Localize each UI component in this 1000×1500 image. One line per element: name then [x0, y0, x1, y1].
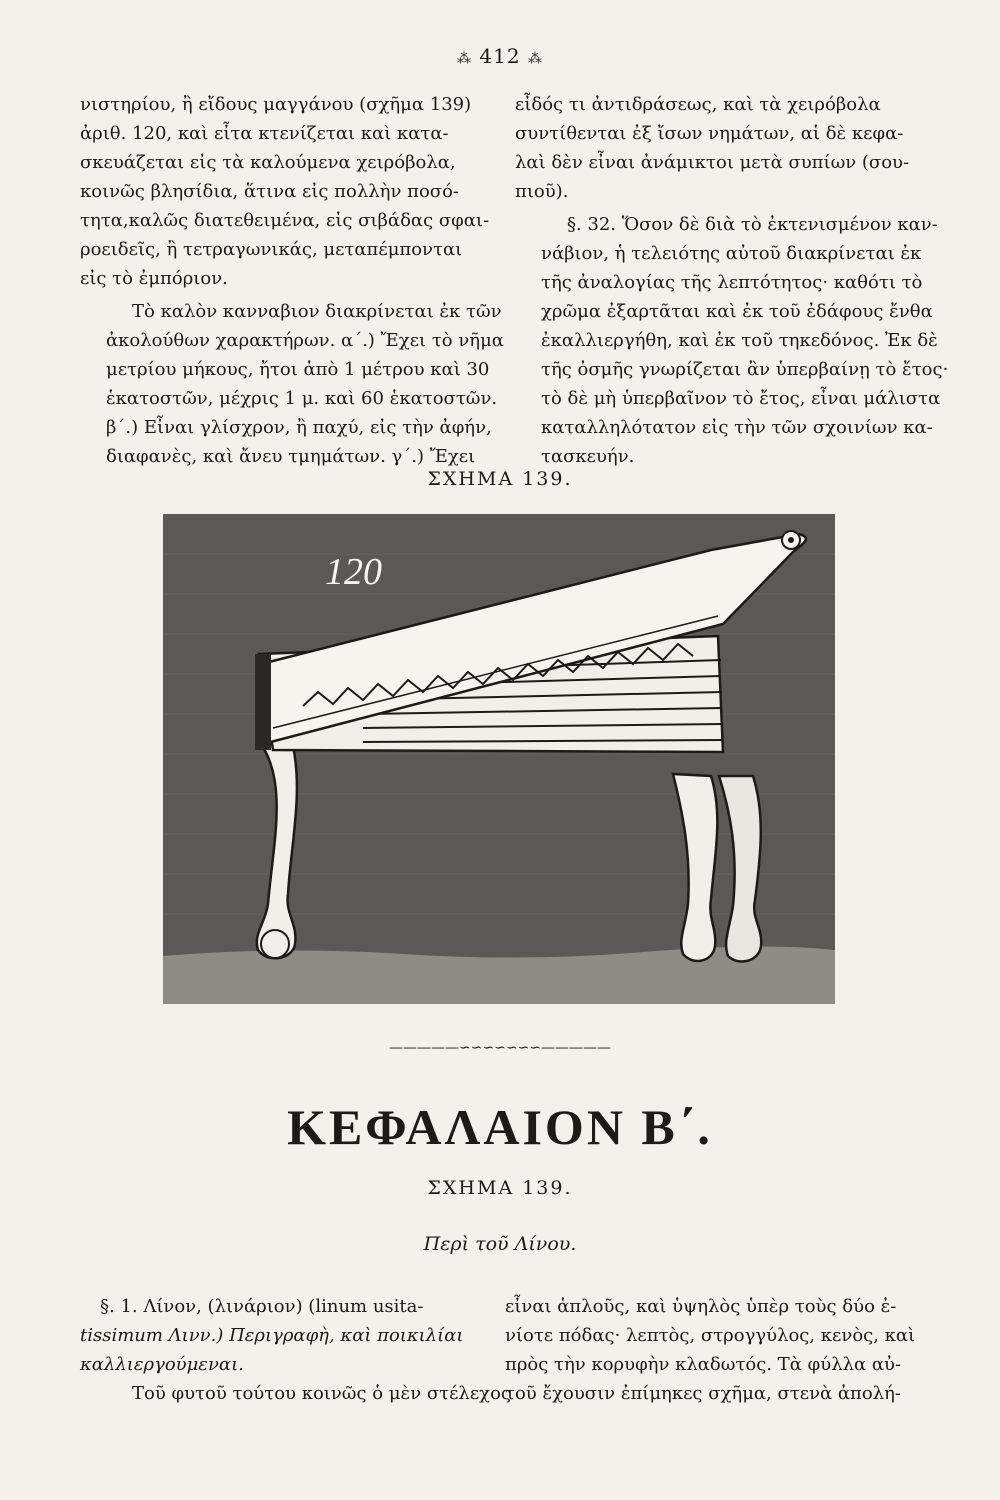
right-column-bottom	[505, 1292, 933, 1408]
handle-pin	[788, 537, 794, 543]
paragraph	[505, 1292, 933, 1408]
figure-caption-bottom: ΣΧΗΜΑ 139.	[427, 1177, 573, 1199]
paragraph	[80, 1379, 511, 1408]
ornament-left-icon: ⁂	[457, 51, 473, 67]
text-line: Τοῦ φυτοῦ τούτου κοινῶς ὁ μὲν στέλεχος	[132, 1383, 511, 1404]
text-line: ἀκολούθων χαρακτήρων. α΄.) Ἔχει τὸ νῆμα	[106, 330, 504, 351]
text-line: β΄.) Εἶναι γλίσχρον, ἢ παχύ, εἰς τὴν ἀφήν,	[106, 417, 492, 438]
page-number: 412	[479, 44, 521, 68]
brake-hinge	[255, 654, 271, 750]
left-column-bottom	[80, 1292, 511, 1408]
left-foot	[261, 930, 289, 958]
page-number-header	[0, 44, 1000, 68]
paragraph	[515, 210, 949, 471]
text-line: νιστηρίου, ἢ εἴδους μαγγάνου (σχῆμα 139)	[80, 94, 472, 115]
text-line: εἶναι ἁπλοῦς, καὶ ὑψηλὸς ὑπὲρ τοὺς δύο ἐ-	[505, 1296, 897, 1317]
text-line: τασκευήν.	[541, 446, 635, 467]
hemp-brake-illustration	[163, 514, 835, 1004]
text-line: τῆς ἀναλογίας τῆς λεπτότητος· καθότι τὸ	[541, 272, 923, 293]
text-line: εἰς τὸ ἐμπόριον.	[80, 268, 228, 289]
text-line: κοινῶς βλησίδια, ἅτινα εἰς πολλὴν ποσό-	[80, 181, 459, 202]
text-line: πρὸς τὴν κορυφὴν κλαδωτός. Τὰ φύλλα αὐ-	[505, 1354, 902, 1375]
text-line: τῆς ὀσμῆς γνωρίζεται ἂν ὑπερβαίνῃ τὸ ἔτος·	[541, 359, 949, 380]
figure-caption: ΣΧΗΜΑ 139.	[427, 468, 573, 490]
text-line: λαὶ δὲν εἶναι ἀνάμικτοι μετὰ συπίων (σου-	[515, 152, 910, 173]
right-column-top	[515, 90, 949, 471]
text-line: καλλιεργούμεναι.	[80, 1354, 244, 1375]
text-line: ἀριθ. 120, καὶ εἶτα κτενίζεται καὶ κατα-	[80, 123, 449, 144]
text-line: §. 32. Ὅσον δὲ διὰ τὸ ἐκτενισμένον καν-	[567, 214, 938, 235]
text-line: συντίθενται ἐξ ἴσων νημάτων, αἱ δὲ κεφα-	[515, 123, 904, 144]
text-line: ροειδεῖς, ἢ τετραγωνικάς, μεταπέμπονται	[80, 239, 463, 260]
text-line: χρῶμα ἐξαρτᾶται καὶ ἐκ τοῦ ἐδάφους ἔνθα	[541, 301, 933, 322]
text-line: νίοτε πόδας· λεπτὸς, στρογγύλος, κενὸς, καὶ	[505, 1325, 916, 1346]
paragraph	[515, 90, 933, 206]
figure-hemp-brake	[163, 514, 835, 1004]
text-line: Τὸ καλὸν κανναβιον διακρίνεται ἐκ τῶν	[132, 301, 502, 322]
paragraph	[80, 90, 490, 293]
text-line: ἑκατοστῶν, μέχρις 1 μ. καὶ 60 ἑκατοστῶν.	[106, 388, 498, 409]
left-column-top	[80, 90, 504, 471]
paragraph	[80, 297, 504, 471]
text-line: τητα,καλῶς διατεθειμένα, εἰς σιβάδας σφαι-	[80, 210, 490, 231]
text-line: διαφανὲς, καὶ ἄνευ τμημάτων. γ΄.) Ἔχει	[106, 446, 476, 467]
text-line: εἶδός τι ἀντιδράσεως, καὶ τὰ χειρόβολα	[515, 94, 881, 115]
text-line: σκευάζεται εἰς τὰ καλούμενα χειρόβολα,	[80, 152, 456, 173]
text-line: τοῦ ἔχουσιν ἐπίμηκες σχῆμα, στενὰ ἀπολή-	[505, 1383, 901, 1404]
text-line: tissimum Λινν.) Περιγραφὴ, καὶ ποικιλίαι	[80, 1325, 464, 1346]
paragraph	[80, 1292, 490, 1379]
text-line: §. 1. Λίνον, (λινάριον) (linum usita-	[100, 1296, 424, 1317]
ornamental-divider: —————∽∽∽∽∽∽∽—————	[388, 1040, 612, 1056]
text-line: τὸ δὲ μὴ ὑπερβαῖνον τὸ ἔτος, εἶναι μάλιστα	[541, 388, 941, 409]
text-line: καταλληλότατον εἰς τὴν τῶν σχοινίων κα-	[541, 417, 933, 438]
text-line: νάβιον, ἡ τελειότης αὐτοῦ διακρίνεται ἐκ	[541, 243, 922, 264]
text-line: πιοῦ).	[515, 181, 569, 202]
text-line: μετρίου μήκους, ἤτοι ἀπὸ 1 μέτρου καὶ 30	[106, 359, 490, 380]
section-subtitle: Περὶ τοῦ Λίνου.	[423, 1233, 577, 1255]
figure-label: 120	[325, 551, 382, 593]
chapter-heading: ΚΕΦΑΛΑΙΟΝ Β΄.	[287, 1099, 713, 1155]
text-line: ἐκαλλιεργήθη, καὶ ἐκ τοῦ τηκεδόνος. Ἐκ δὲ	[541, 330, 938, 351]
ornament-right-icon: ⁂	[527, 51, 543, 67]
